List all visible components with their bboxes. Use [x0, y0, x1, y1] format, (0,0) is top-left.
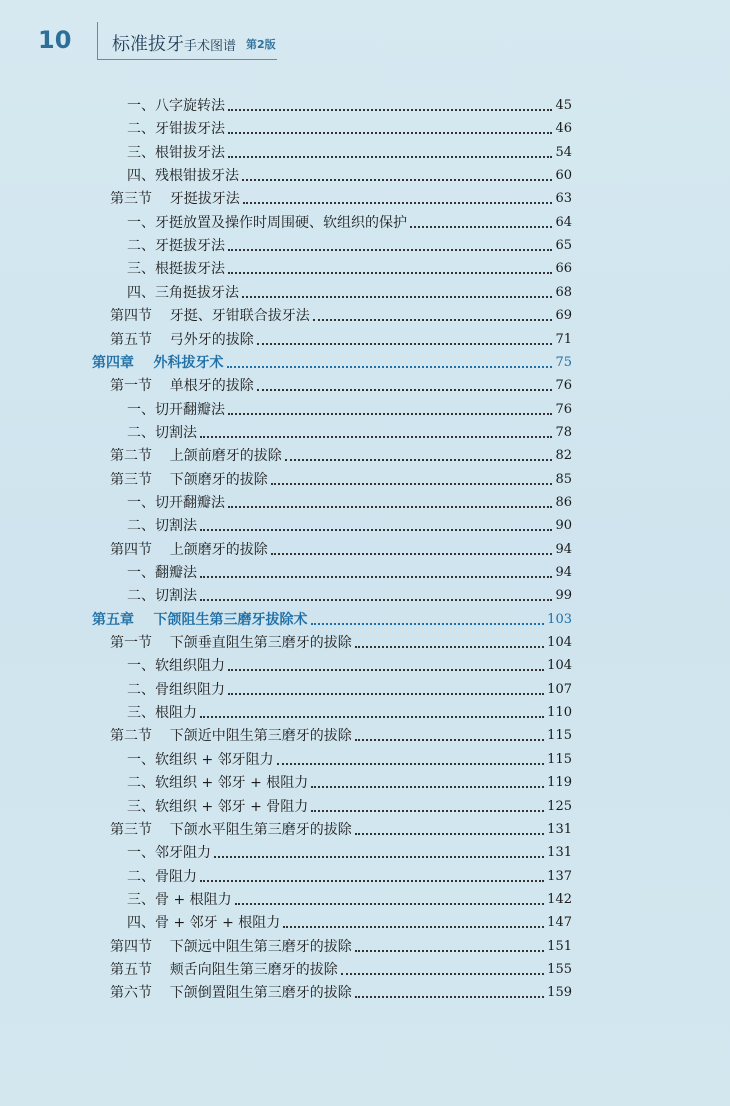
toc-section-row[interactable] — [110, 373, 572, 395]
toc-page-number: 46 — [555, 121, 572, 137]
toc-entry-label: 第一节 下颌垂直阻生第三磨牙的拔除 — [110, 635, 352, 652]
toc-page-number: 147 — [547, 915, 572, 931]
toc-item-row[interactable] — [127, 864, 572, 886]
toc-chapter-row[interactable] — [92, 607, 572, 629]
toc-page-number: 69 — [555, 308, 572, 324]
dot-leader — [283, 926, 544, 928]
toc-entry-label: 二、切割法 — [127, 424, 197, 441]
toc-item-row[interactable] — [127, 256, 572, 278]
toc-page-number: 68 — [555, 284, 572, 300]
toc-item-row[interactable] — [127, 560, 572, 582]
toc-chapter-row[interactable] — [92, 350, 572, 372]
dot-leader — [228, 413, 552, 415]
toc-entry-label: 一、软组织 + 邻牙阻力 — [127, 751, 274, 768]
dot-leader — [214, 856, 544, 858]
toc-page-number: 159 — [547, 985, 572, 1001]
toc-entry-label: 二、骨组织阻力 — [127, 681, 225, 698]
toc-entry-label: 一、邻牙阻力 — [127, 845, 211, 862]
toc-entry-label: 第六节 下颌倒置阻生第三磨牙的拔除 — [110, 985, 352, 1002]
toc-item-row[interactable] — [127, 747, 572, 769]
dot-leader — [200, 576, 552, 578]
toc-page-number: 82 — [555, 448, 572, 464]
toc-entry-label: 三、根挺拔牙法 — [127, 261, 225, 278]
dot-leader — [257, 343, 553, 345]
dot-leader — [200, 599, 552, 601]
dot-leader — [271, 553, 553, 555]
dot-leader — [200, 436, 552, 438]
toc-item-row[interactable] — [127, 140, 572, 162]
toc-section-row[interactable] — [110, 980, 572, 1002]
toc-page-number: 103 — [547, 611, 572, 627]
dot-leader — [242, 179, 552, 181]
dot-leader — [228, 156, 552, 158]
toc-item-row[interactable] — [127, 397, 572, 419]
toc-item-row[interactable] — [127, 210, 572, 232]
book-title-sub: 手术图谱 — [184, 39, 237, 54]
toc-entry-label: 三、根钳拔牙法 — [127, 144, 225, 161]
dot-leader — [200, 880, 544, 882]
dot-leader — [311, 786, 544, 788]
dot-leader — [228, 669, 544, 671]
toc-entry-label: 第五节 弓外牙的拔除 — [110, 331, 254, 348]
toc-entry-label: 二、软组织 + 邻牙 + 根阻力 — [127, 775, 309, 792]
toc-entry-label: 二、牙钳拔牙法 — [127, 121, 225, 138]
toc-entry-label: 第四节 牙挺、牙钳联合拔牙法 — [110, 308, 310, 325]
toc-page-number: 60 — [555, 168, 572, 184]
toc-page-number: 85 — [555, 471, 572, 487]
toc-item-row[interactable] — [127, 840, 572, 862]
dot-leader — [410, 226, 552, 228]
toc-section-row[interactable] — [110, 443, 572, 465]
toc-entry-label: 第五节 颊舌向阻生第三磨牙的拔除 — [110, 961, 338, 978]
toc-page-number: 119 — [547, 775, 572, 791]
toc-entry-label: 二、牙挺拔牙法 — [127, 238, 225, 255]
toc-entry-label: 二、切割法 — [127, 518, 197, 535]
toc-entry-label: 三、骨 + 根阻力 — [127, 891, 232, 908]
toc-entry-label: 第一节 单根牙的拔除 — [110, 378, 254, 395]
toc-entry-label: 一、切开翻瓣法 — [127, 401, 225, 418]
dot-leader — [311, 623, 545, 625]
toc-section-row[interactable] — [110, 934, 572, 956]
toc-entry-label: 一、切开翻瓣法 — [127, 494, 225, 511]
dot-leader — [285, 459, 553, 461]
dot-leader — [228, 272, 552, 274]
dot-leader — [355, 833, 544, 835]
toc-page-number: 94 — [555, 541, 572, 557]
toc-page-number: 63 — [555, 191, 572, 207]
toc-page-number: 142 — [547, 891, 572, 907]
toc-section-row[interactable] — [110, 186, 572, 208]
toc-entry-label: 一、软组织阻力 — [127, 658, 225, 675]
toc-entry-label: 第五章 下颌阻生第三磨牙拔除术 — [92, 611, 308, 628]
toc-entry-label: 第二节 下颌近中阻生第三磨牙的拔除 — [110, 728, 352, 745]
dot-leader — [200, 529, 552, 531]
toc-item-row[interactable] — [127, 677, 572, 699]
dot-leader — [355, 739, 544, 741]
dot-leader — [257, 389, 553, 391]
toc-section-row[interactable] — [110, 957, 572, 979]
toc-entry-label: 第四节 下颌远中阻生第三磨牙的拔除 — [110, 938, 352, 955]
toc-item-row[interactable] — [127, 794, 572, 816]
toc-entry-label: 二、切割法 — [127, 588, 197, 605]
toc-entry-label: 三、根阻力 — [127, 705, 197, 722]
dot-leader — [228, 693, 544, 695]
toc-item-row[interactable] — [127, 583, 572, 605]
dot-leader — [313, 319, 553, 321]
dot-leader — [355, 950, 544, 952]
toc-page-number: 104 — [547, 635, 572, 651]
toc-entry-label: 第四节 上颌磨牙的拔除 — [110, 541, 268, 558]
toc-entry-label: 四、三角挺拔牙法 — [127, 284, 239, 301]
toc-page-number: 125 — [547, 798, 572, 814]
dot-leader — [227, 366, 553, 368]
toc-item-row[interactable] — [127, 513, 572, 535]
toc-page-number: 104 — [547, 658, 572, 674]
toc-page-number: 86 — [555, 494, 572, 510]
toc-entry-label: 二、骨阻力 — [127, 868, 197, 885]
toc-page-number: 76 — [555, 401, 572, 417]
toc-item-row[interactable] — [127, 280, 572, 302]
toc-section-row[interactable] — [110, 327, 572, 349]
toc-page-number: 110 — [547, 705, 572, 721]
toc-entry-label: 一、八字旋转法 — [127, 98, 225, 114]
toc-page-number: 76 — [555, 378, 572, 394]
toc-entry-label: 三、软组织 + 邻牙 + 骨阻力 — [127, 798, 309, 815]
toc-page-number: 71 — [555, 331, 572, 347]
toc-item-row[interactable] — [127, 163, 572, 185]
toc-page-number: 137 — [547, 868, 572, 884]
page-number: 10 — [38, 26, 72, 54]
toc-page-number: 131 — [547, 845, 572, 861]
toc-item-row[interactable] — [127, 700, 572, 722]
toc-page-number: 45 — [555, 98, 572, 113]
toc-section-row[interactable] — [110, 303, 572, 325]
dot-leader — [277, 763, 545, 765]
dot-leader — [228, 249, 552, 251]
toc-page-number: 131 — [547, 821, 572, 837]
dot-leader — [243, 202, 553, 204]
toc-page-number: 94 — [555, 565, 572, 580]
dot-leader — [355, 646, 544, 648]
dot-leader — [355, 996, 544, 998]
toc-item-row[interactable] — [127, 420, 572, 442]
edition-label: 第2版 — [246, 38, 276, 51]
dot-leader — [200, 716, 544, 718]
toc-entry-label: 一、牙挺放置及操作时周围硬、软组织的保护 — [127, 214, 407, 231]
toc-entry-label: 一、翻瓣法 — [127, 565, 197, 581]
toc-page-number: 155 — [547, 961, 572, 977]
toc-item-row[interactable] — [127, 233, 572, 255]
toc-page-number: 115 — [547, 728, 572, 744]
toc-page-number: 99 — [555, 588, 572, 604]
toc-page-number: 151 — [547, 938, 572, 954]
toc-section-row[interactable] — [110, 467, 572, 489]
dot-leader — [235, 903, 545, 905]
toc-item-row[interactable] — [127, 770, 572, 792]
toc-page-number: 64 — [555, 214, 572, 230]
toc-page-number: 75 — [555, 354, 572, 370]
toc-entry-label: 第三节 下颌磨牙的拔除 — [110, 471, 268, 488]
dot-leader — [271, 483, 553, 485]
dot-leader — [341, 973, 544, 975]
toc-section-row[interactable] — [110, 630, 572, 652]
toc-item-row[interactable] — [127, 116, 572, 138]
toc-page-number: 90 — [555, 518, 572, 534]
toc-page-number: 78 — [555, 424, 572, 440]
dot-leader — [228, 132, 552, 134]
toc-item-row[interactable] — [127, 653, 572, 675]
dot-leader — [242, 296, 552, 298]
toc-entry-label: 四、骨 + 邻牙 + 根阻力 — [127, 915, 281, 932]
toc-page-number: 107 — [547, 681, 572, 697]
toc-section-row[interactable] — [110, 817, 572, 839]
toc-section-row[interactable] — [110, 537, 572, 559]
dot-leader — [311, 810, 544, 812]
toc-entry-label: 第三节 下颌水平阻生第三磨牙的拔除 — [110, 821, 352, 838]
toc-page-number: 115 — [547, 751, 572, 767]
toc-entry-label: 第四章 外科拔牙术 — [92, 354, 224, 371]
toc-section-row[interactable] — [110, 723, 572, 745]
toc-page-number: 54 — [555, 144, 572, 160]
toc-entry-label: 第三节 牙挺拔牙法 — [110, 191, 240, 208]
toc-item-row[interactable] — [127, 910, 572, 932]
toc-item-row[interactable] — [127, 887, 572, 909]
toc-entry-label: 四、残根钳拔牙法 — [127, 168, 239, 185]
toc-entry-label: 第二节 上颌前磨牙的拔除 — [110, 448, 282, 465]
toc-page-number: 65 — [555, 238, 572, 254]
dot-leader — [228, 506, 552, 508]
toc-page-number: 66 — [555, 261, 572, 277]
toc-item-row[interactable] — [127, 93, 572, 115]
dot-leader — [228, 109, 552, 111]
book-title-main: 标准拔牙 — [112, 34, 184, 55]
toc-item-row[interactable] — [127, 490, 572, 512]
